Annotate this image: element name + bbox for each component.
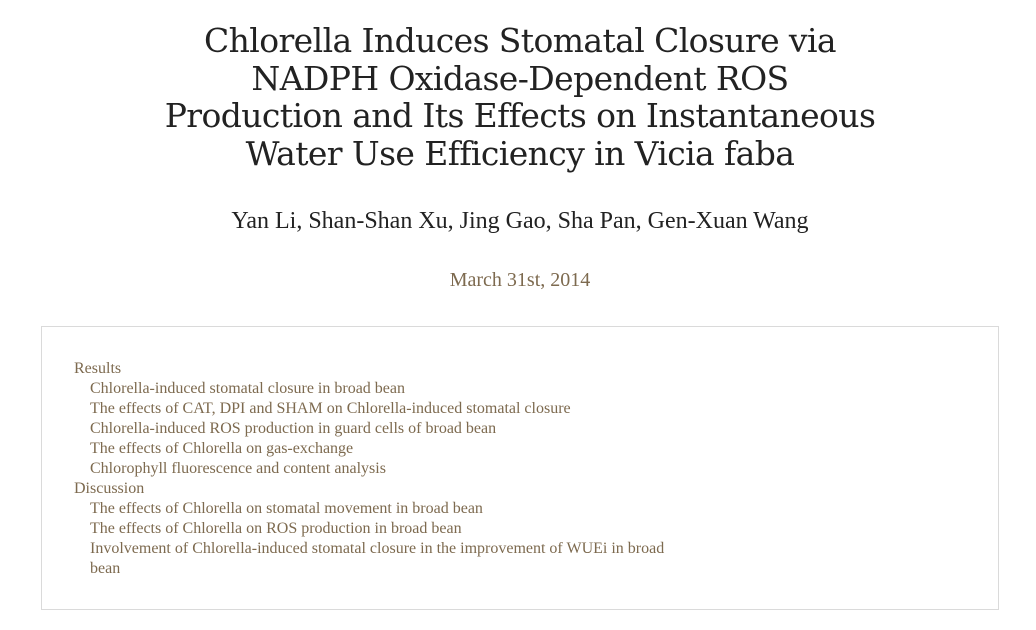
toc-section-results bbox=[74, 359, 998, 479]
toc-link[interactable]: Chlorophyll fluorescence and content analysis bbox=[90, 460, 386, 477]
toc-item bbox=[90, 439, 998, 459]
paper-title bbox=[120, 22, 920, 172]
toc-item bbox=[90, 519, 998, 539]
toc-list bbox=[74, 359, 998, 579]
toc-item bbox=[90, 399, 998, 419]
toc-section-discussion bbox=[74, 479, 998, 579]
toc-item bbox=[90, 539, 675, 579]
toc-sublist bbox=[74, 499, 998, 579]
title-line: Water Use Efficiency in Vicia faba bbox=[245, 133, 795, 173]
table-of-contents bbox=[41, 326, 999, 610]
toc-item bbox=[90, 459, 998, 479]
toc-sublist bbox=[74, 379, 998, 479]
toc-link[interactable]: The effects of Chlorella on ROS production in broad bean bbox=[90, 520, 462, 537]
toc-link[interactable]: The effects of CAT, DPI and SHAM on Chlorella-induced stomatal closure bbox=[90, 400, 571, 417]
publication-date: March 31st, 2014 bbox=[449, 269, 591, 291]
toc-link[interactable]: The effects of Chlorella on stomatal movement in broad bean bbox=[90, 500, 483, 517]
toc-link-discussion[interactable]: Discussion bbox=[74, 480, 145, 497]
toc-link[interactable]: Chlorella-induced stomatal closure in broad bean bbox=[90, 380, 406, 397]
toc-link[interactable]: Chlorella-induced ROS production in guard cells of broad bean bbox=[90, 420, 497, 437]
title-line: Chlorella Induces Stomatal Closure via bbox=[203, 21, 836, 60]
toc-link-results[interactable]: Results bbox=[74, 360, 122, 377]
toc-item bbox=[90, 419, 998, 439]
toc-link[interactable]: The effects of Chlorella on gas-exchange bbox=[90, 440, 354, 457]
author-list: Yan Li, Shan-Shan Xu, Jing Gao, Sha Pan, Gen-Xuan Wang bbox=[231, 208, 809, 234]
toc-item bbox=[90, 379, 998, 399]
title-line: Production and Its Effects on Instantaneous bbox=[164, 96, 876, 135]
title-line: NADPH Oxidase-Dependent ROS bbox=[251, 58, 789, 98]
toc-item bbox=[90, 499, 998, 519]
toc-link[interactable]: Involvement of Chlorella-induced stomatal closure in the improvement of WUEi in broad bean bbox=[90, 540, 665, 577]
